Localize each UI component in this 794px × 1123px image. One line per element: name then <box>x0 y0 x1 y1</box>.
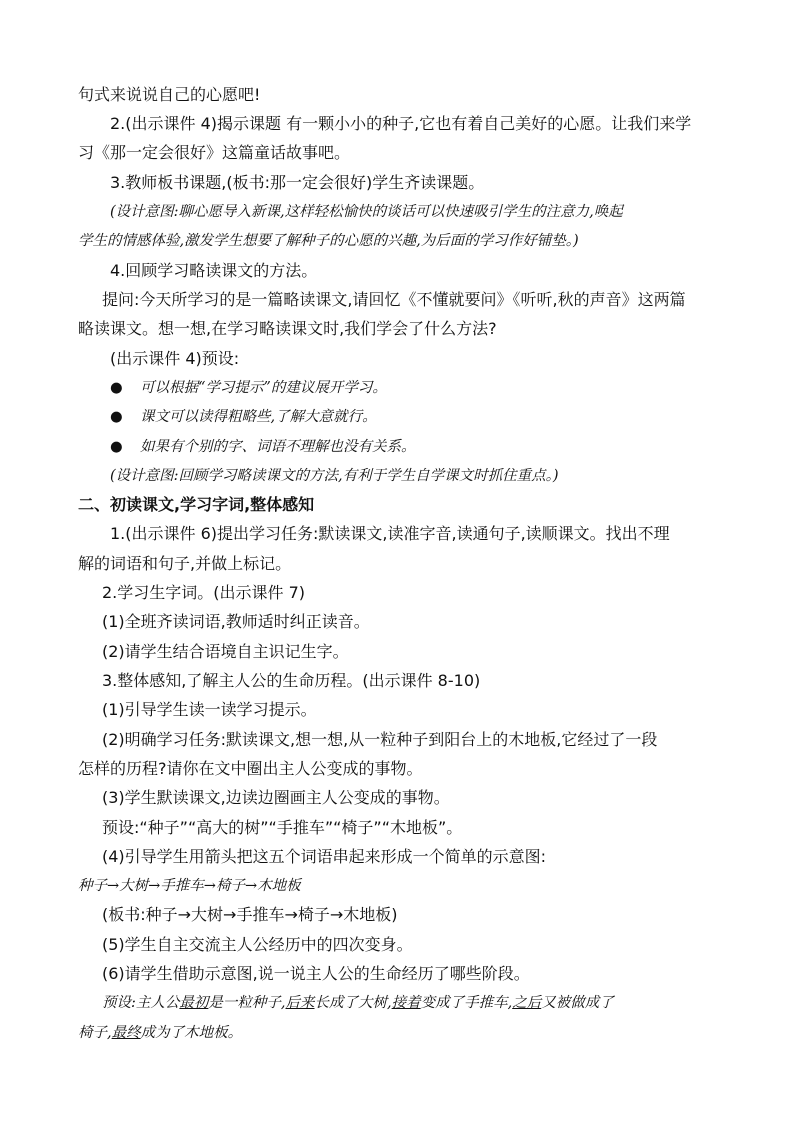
text-line: 1.(出示课件 6)提出学习任务:默读课文,读准字音,读通句子,读顺课文。找出不理 <box>110 524 670 543</box>
text-line: (1)全班齐读词语,教师适时纠正读音。 <box>102 612 370 631</box>
bullet-icon: ● <box>110 380 123 396</box>
text-line: 预设:“种子”“高大的树”“手推车”“椅子”“木地板”。 <box>102 818 463 837</box>
design-intent-line: (设计意图:回顾学习略读课文的方法,有利于学生自学课文时抓住重点。) <box>110 468 559 484</box>
text-line: 2.(出示课件 4)揭示课题 有一颗小小的种子,它也有着自己美好的心愿。让我们来学 <box>110 114 692 133</box>
design-intent-line: 学生的情感体验,激发学生想要了解种子的心愿的兴趣,为后面的学习作好铺垫。) <box>78 233 579 249</box>
text-line: (5)学生自主交流主人公经历中的四次变身。 <box>102 935 413 954</box>
text-line: (2)明确学习任务:默读课文,想一想,从一粒种子到阳台上的木地板,它经过了一段 <box>102 730 658 749</box>
text-line: (6)请学生借助示意图,说一说主人公的生命经历了哪些阶段。 <box>102 964 530 983</box>
design-intent-line: (设计意图:聊心愿导入新课,这样轻松愉快的谈话可以快速吸引学生的注意力,唤起 <box>110 204 623 220</box>
flow-diagram-line: 种子→大树→手推车→椅子→木地板 <box>78 878 301 894</box>
bullet-icon: ● <box>110 409 123 425</box>
bullet-item: ● 如果有个别的字、词语不理解也没有关系。 <box>110 436 760 458</box>
text-line: 解的词语和句子,并做上标记。 <box>78 554 292 573</box>
underlined-word: 接着 <box>391 995 421 1011</box>
underlined-word: 最初 <box>179 995 209 1011</box>
text-line: 2.学习生字词。(出示课件 7) <box>102 583 306 602</box>
section-heading: 二、初读课文,学习字词,整体感知 <box>78 495 315 514</box>
underlined-word: 之后 <box>512 995 542 1011</box>
text-line: 怎样的历程?请你在文中圈出主人公变成的事物。 <box>78 759 423 778</box>
preset-line: 椅子,最终成为了木地板。 <box>78 1025 243 1041</box>
bullet-icon: ● <box>110 439 123 455</box>
text-line: 习《那一定会很好》这篇童话故事吧。 <box>78 143 351 162</box>
text-line: 3.教师板书课题,(板书:那一定会很好)学生齐读课题。 <box>110 173 485 192</box>
text-line: (板书:种子→大树→手推车→椅子→木地板) <box>102 905 398 924</box>
bullet-item: ● 课文可以读得粗略些,了解大意就行。 <box>110 406 760 428</box>
text-line: 略读课文。想一想,在学习略读课文时,我们学会了什么方法? <box>78 319 497 338</box>
underlined-word: 最终 <box>111 1025 141 1041</box>
text-line: 3.整体感知,了解主人公的生命历程。(出示课件 8-10) <box>102 671 481 690</box>
underlined-word: 后来 <box>285 995 315 1011</box>
text-line: (出示课件 4)预设: <box>110 349 240 368</box>
text-line: (1)引导学生读一读学习提示。 <box>102 700 317 719</box>
text-line: (3)学生默读课文,边读边圈画主人公变成的事物。 <box>102 788 450 807</box>
text-line: (2)请学生结合语境自主识记生字。 <box>102 642 349 661</box>
text-line: 句式来说说自己的心愿吧! <box>78 85 261 104</box>
text-line: 4.回顾学习略读课文的方法。 <box>110 261 318 280</box>
preset-line: 预设:主人公最初是一粒种子,后来长成了大树,接着变成了手推车,之后又被做成了 <box>102 995 614 1011</box>
text-line: (4)引导学生用箭头把这五个词语串起来形成一个简单的示意图: <box>102 847 547 866</box>
text-line: 提问:今天所学习的是一篇略读课文,请回忆《不懂就要问》《听听,秋的声音》这两篇 <box>102 290 686 309</box>
bullet-item: ● 可以根据“学习提示”的建议展开学习。 <box>110 377 760 399</box>
